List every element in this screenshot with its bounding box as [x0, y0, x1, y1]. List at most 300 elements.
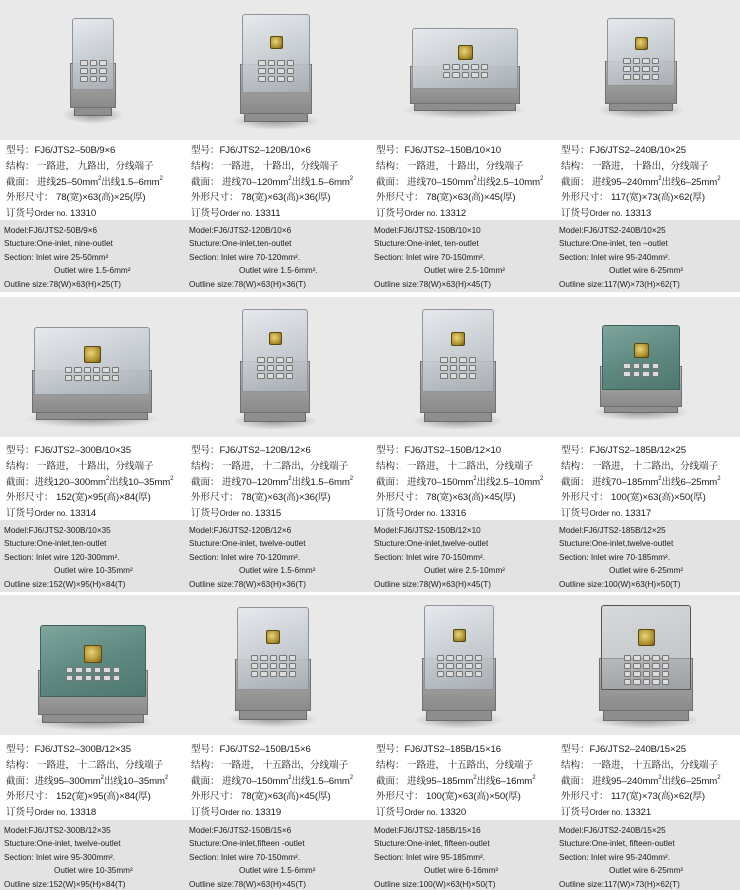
en-outline: Outline size:78(W)×63(H)×45(T) [189, 879, 306, 889]
en-section-outlet: Outlet wire 6-25mm² [609, 266, 684, 276]
cn-section-outlet: 出线2.5–10mm [476, 176, 540, 188]
cn-order [6, 805, 168, 821]
superscript: 2 [658, 774, 662, 781]
cn-section [376, 175, 543, 191]
screw-icon [277, 76, 285, 82]
screw-icon [624, 655, 631, 661]
screw-icon [99, 76, 107, 82]
english-spec [4, 524, 133, 591]
chinese-spec [561, 443, 720, 522]
en-structure: Stucture:One-inlet, fifteen-outlet [374, 839, 490, 849]
en-structure: Stucture:One-inlet, nine-outlet [4, 239, 113, 249]
screw-icon [113, 667, 120, 673]
screw-icon [440, 365, 448, 371]
order-number: 13321 [624, 807, 652, 819]
screw-icon [287, 68, 295, 74]
cn-section-outlet: 出线1.5–6mm [101, 176, 160, 188]
en-section-inlet: Section: Inlet wire 95-240mm². [559, 252, 671, 262]
superscript: 2 [473, 774, 477, 781]
order-label: Order no. [219, 808, 253, 818]
cn-section [6, 475, 173, 491]
order-prefix: 订货号 [6, 208, 35, 220]
screw-icon [276, 365, 284, 371]
cn-dimensions: 外形尺寸： 152(宽)×95(高)×84(厚) [6, 492, 151, 504]
terminal-block-photo [38, 625, 148, 725]
cn-model: 型号：FJ6/JTS2–300B/10×35 [6, 445, 131, 456]
cn-order [191, 506, 353, 522]
cn-section-outlet: 出线2.5–10mm [476, 476, 540, 488]
screw-icon [268, 68, 276, 74]
superscript: 2 [288, 774, 292, 781]
screw-icon [624, 663, 631, 669]
cn-section-inlet: 截面： 进线95–185mm [376, 775, 474, 787]
outlet-screws [440, 357, 476, 379]
screw-icon [624, 671, 631, 677]
screw-icon [456, 663, 463, 669]
en-structure: Stucture:One-inlet,twelve-outlet [374, 539, 489, 549]
cn-section-inlet: 截面：进线120–300mm [6, 476, 106, 488]
outlet-screws [624, 655, 669, 685]
screw-icon [633, 363, 641, 369]
order-number: 13315 [254, 508, 282, 520]
cn-dimensions: 外形尺寸： 78(宽)×63(高)×45(厚) [191, 791, 331, 803]
chinese-spec [376, 443, 543, 522]
en-section-outlet: Outlet wire 2.5-10mm² [424, 566, 505, 576]
order-prefix: 订货号 [561, 208, 590, 220]
cn-model: 型号：FJ6/JTS2–150B/15×6 [191, 744, 311, 755]
superscript: 2 [164, 774, 169, 781]
en-outline: Outline size:152(W)×95(H)×84(T) [4, 579, 126, 589]
english-spec [189, 224, 318, 291]
screw-icon [450, 373, 458, 379]
order-number: 13312 [439, 208, 467, 220]
order-prefix: 订货号 [376, 807, 405, 819]
cn-structure: 结构： 一路进， 十五路出，分线端子 [191, 759, 349, 771]
screw-icon [446, 671, 453, 677]
screw-icon [279, 663, 286, 669]
terminal-block-photo [420, 309, 496, 424]
cn-structure: 结构： 一路进， 十路出，分线端子 [376, 160, 524, 172]
chinese-spec [6, 143, 163, 222]
cn-dimensions: 外形尺寸： 100(宽)×63(高)×50(厚) [561, 492, 706, 504]
order-prefix: 订货号 [376, 208, 405, 220]
cn-order [376, 206, 543, 222]
screw-icon [84, 367, 91, 373]
screw-icon [99, 60, 107, 66]
en-model: Model:FJ6/JTS2-185B/12×25 [559, 526, 666, 535]
superscript: 2 [473, 175, 477, 182]
screw-icon [462, 64, 469, 70]
screw-icon [102, 367, 109, 373]
screw-icon [94, 667, 101, 673]
en-outline: Outline size:100(W)×63(H)×50(T) [559, 579, 681, 589]
english-spec [4, 824, 133, 890]
screw-icon [286, 357, 294, 363]
english-spec [4, 224, 130, 291]
outlet-screws [80, 60, 107, 82]
cn-section-inlet: 截面： 进线95–240mm [561, 176, 659, 188]
screw-icon [469, 357, 477, 363]
screw-icon [289, 671, 296, 677]
en-section-outlet: Outlet wire 6-16mm² [424, 866, 499, 876]
en-model: Model:FJ6/JTS2-300B/10×35 [4, 526, 111, 535]
screw-icon [99, 68, 107, 74]
inlet-bolt-icon [84, 346, 101, 363]
en-section-outlet: Outlet wire 1.5-6mm² [239, 566, 316, 576]
order-label: Order no. [219, 509, 253, 519]
en-section-outlet: Outlet wire 1.5-6mm² [239, 866, 316, 876]
screw-icon [642, 58, 650, 64]
inlet-bolt-icon [451, 332, 465, 346]
en-model: Model:FJ6/JTS2-150B/10×10 [374, 226, 481, 235]
cn-dimensions: 外形尺寸： 78(宽)×63(高)×36(厚) [191, 492, 331, 504]
screw-icon [440, 373, 448, 379]
screw-icon [75, 667, 82, 673]
order-label: Order no. [219, 209, 253, 219]
english-spec [374, 524, 505, 591]
en-outline: Outline size:100(W)×63(H)×50(T) [374, 879, 496, 889]
cn-structure: 结构： 一路进， 十二路出，分线端子 [6, 759, 164, 771]
en-section-inlet: Section: Inlet wire 25-50mm² [4, 252, 109, 262]
order-number: 13314 [69, 508, 97, 520]
screw-icon [633, 371, 641, 377]
screw-icon [112, 367, 119, 373]
superscript: 2 [658, 175, 662, 182]
en-model: Model:FJ6/JTS2-120B/10×6 [189, 226, 292, 235]
screw-icon [276, 357, 284, 363]
cn-section [376, 475, 543, 491]
screw-icon [642, 363, 650, 369]
terminal-block-photo [240, 14, 312, 124]
cn-model: 型号：FJ6/JTS2–120B/10×6 [191, 145, 311, 156]
cn-model: 型号：FJ6/JTS2–185B/12×25 [561, 445, 686, 456]
superscript: 2 [288, 175, 292, 182]
english-spec [189, 524, 315, 591]
screw-icon [623, 66, 631, 72]
terminal-block-photo [240, 309, 310, 424]
order-number: 13316 [439, 508, 467, 520]
cn-model: 型号：FJ6/JTS2–150B/10×10 [376, 145, 501, 156]
order-number: 13318 [69, 807, 97, 819]
outlet-screws [257, 357, 293, 379]
screw-icon [257, 357, 265, 363]
inlet-bolt-icon [270, 36, 283, 49]
screw-icon [623, 363, 631, 369]
transparent-cover [424, 605, 494, 690]
superscript: 2 [540, 475, 544, 482]
screw-icon [633, 671, 640, 677]
screw-icon [652, 671, 659, 677]
screw-icon [80, 76, 88, 82]
en-structure: Stucture:One-inlet, fifteen-outlet [559, 839, 675, 849]
cn-section-outlet: 出线6–25mm [661, 476, 718, 488]
screw-icon [450, 365, 458, 371]
screw-icon [459, 365, 467, 371]
screw-icon [446, 655, 453, 661]
order-prefix: 订货号 [561, 508, 590, 520]
order-number: 13317 [624, 508, 652, 520]
cn-section-outlet: 出线6–16mm [476, 775, 533, 787]
en-outline: Outline size:78(W)×63(H)×36(T) [189, 579, 306, 589]
en-section-inlet: Section: Inlet wire 70-120mm². [189, 552, 301, 562]
inlet-bolt-icon [635, 37, 648, 50]
screw-icon [481, 72, 488, 78]
cn-model: 型号：FJ6/JTS2–150B/12×10 [376, 445, 501, 456]
chinese-spec [6, 443, 173, 522]
cn-order [6, 506, 173, 522]
en-model: Model:FJ6/JTS2-120B/12×6 [189, 526, 292, 535]
cn-order [561, 506, 720, 522]
screw-icon [66, 675, 73, 681]
cn-order [376, 506, 543, 522]
inlet-bolt-icon [453, 629, 466, 642]
screw-icon [469, 365, 477, 371]
screw-icon [633, 655, 640, 661]
en-outline: Outline size:78(W)×63(H)×45(T) [374, 579, 491, 589]
en-section-outlet: Outlet wire 1.5-6mm². [239, 266, 318, 276]
superscript: 2 [717, 774, 721, 781]
outlet-screws [443, 64, 488, 78]
screw-icon [437, 663, 444, 669]
screw-icon [624, 679, 631, 685]
screw-icon [623, 74, 631, 80]
screw-icon [462, 72, 469, 78]
cn-structure: 结构： 一路进， 十路出，分线端子 [561, 160, 709, 172]
outlet-screws [66, 667, 120, 681]
english-spec [559, 224, 683, 291]
screw-icon [113, 675, 120, 681]
screw-icon [258, 68, 266, 74]
order-label: Order no. [589, 808, 623, 818]
superscript: 2 [349, 774, 354, 781]
terminal-block-photo [410, 28, 520, 113]
cn-section-inlet: 截面： 进线25–50mm [6, 176, 98, 188]
order-number: 13311 [254, 208, 281, 220]
en-section-outlet: Outlet wire 10-35mm² [54, 866, 133, 876]
cn-section [561, 774, 720, 790]
cn-model: 型号：FJ6/JTS2–240B/10×25 [561, 145, 686, 156]
screw-icon [260, 663, 267, 669]
terminal-block-photo [235, 607, 311, 722]
cn-dimensions: 外形尺寸： 78(宽)×63(高)×45(厚) [376, 192, 516, 204]
cn-model: 型号：FJ6/JTS2–50B/9×6 [6, 145, 116, 156]
screw-icon [481, 64, 488, 70]
order-label: Order no. [404, 209, 438, 219]
screw-icon [65, 367, 72, 373]
en-structure: Stucture:One-inlet, ten-outlet [374, 239, 479, 249]
transparent-cover [237, 607, 309, 690]
order-number: 13310 [69, 208, 97, 220]
cn-section [376, 774, 535, 790]
screw-icon [475, 655, 482, 661]
outlet-screws [65, 367, 119, 381]
cn-section-outlet: 出线1.5–6mm [291, 476, 350, 488]
cn-dimensions: 外形尺寸： 117(宽)×73(高)×62(厚) [561, 791, 706, 803]
cn-section [561, 175, 720, 191]
cn-order [191, 206, 353, 222]
cn-section-outlet: 出线6–25mm [661, 176, 718, 188]
screw-icon [277, 68, 285, 74]
cn-section-inlet: 截面： 进线70–150mm [376, 476, 474, 488]
screw-icon [286, 365, 294, 371]
screw-icon [251, 663, 258, 669]
screw-icon [260, 655, 267, 661]
cn-section [6, 774, 168, 790]
order-label: Order no. [34, 808, 68, 818]
en-model: Model:FJ6/JTS2-240B/10×25 [559, 226, 666, 235]
screw-icon [279, 671, 286, 677]
cn-structure: 结构： 一路进， 十二路出，分线端子 [376, 460, 534, 472]
transparent-cover [242, 309, 308, 392]
screw-icon [652, 371, 660, 377]
outlet-screws [437, 655, 482, 677]
screw-icon [270, 663, 277, 669]
screw-icon [102, 375, 109, 381]
screw-icon [75, 675, 82, 681]
cn-section [191, 475, 353, 491]
cn-structure: 结构： 一路进， 十二路出，分线端子 [191, 460, 349, 472]
en-section-inlet: Section: Inlet wire 70-150mm². [374, 552, 486, 562]
en-structure: Stucture:One-inlet, twelve-outlet [189, 539, 306, 549]
en-section-outlet: Outlet wire 6-25mm² [609, 566, 684, 576]
cn-section-inlet: 截面： 进线70–120mm [191, 476, 289, 488]
screw-icon [279, 655, 286, 661]
en-model: Model:FJ6/JTS2-185B/15×16 [374, 826, 481, 835]
cn-model: 型号：FJ6/JTS2–300B/12×35 [6, 744, 131, 755]
screw-icon [633, 66, 641, 72]
screw-icon [452, 64, 459, 70]
en-section-inlet: Section: Inlet wire 70-120mm². [189, 252, 301, 262]
screw-icon [652, 58, 660, 64]
superscript: 2 [717, 175, 721, 182]
cn-structure: 结构： 一路进， 十路出，分线端子 [191, 160, 339, 172]
order-label: Order no. [404, 509, 438, 519]
order-prefix: 订货号 [191, 208, 220, 220]
screw-icon [74, 375, 81, 381]
en-section-outlet: Outlet wire 1.5-6mm² [54, 266, 131, 276]
screw-icon [65, 375, 72, 381]
en-structure: Stucture:One-inlet, twelve-outlet [4, 839, 121, 849]
screw-icon [437, 671, 444, 677]
en-section-inlet: Section: Inlet wire 120-300mm². [4, 552, 120, 562]
screw-icon [251, 655, 258, 661]
screw-icon [662, 663, 669, 669]
screw-icon [443, 72, 450, 78]
screw-icon [268, 60, 276, 66]
terminal-block-photo [599, 605, 693, 723]
en-model: Model:FJ6/JTS2-300B/12×35 [4, 826, 111, 835]
chinese-spec [191, 443, 353, 522]
en-outline: Outline size:78(W)×63(H)×25(T) [4, 279, 121, 289]
inlet-bolt-icon [634, 343, 649, 358]
screw-icon [446, 663, 453, 669]
screw-icon [84, 375, 91, 381]
cn-dimensions: 外形尺寸： 78(宽)×63(高)×36(厚) [191, 192, 331, 204]
english-spec [559, 824, 683, 890]
outlet-screws [623, 58, 659, 80]
screw-icon [652, 679, 659, 685]
order-prefix: 订货号 [561, 807, 590, 819]
cn-structure: 结构： 一路进， 十五路出，分线端子 [376, 759, 534, 771]
screw-icon [90, 68, 98, 74]
cn-order [6, 206, 163, 222]
screw-icon [74, 367, 81, 373]
order-prefix: 订货号 [6, 807, 35, 819]
screw-icon [633, 679, 640, 685]
inlet-bolt-icon [266, 630, 280, 644]
cn-order [191, 805, 353, 821]
en-outline: Outline size:78(W)×63(H)×36(T) [189, 279, 306, 289]
en-outline: Outline size:78(W)×63(H)×45(T) [374, 279, 491, 289]
order-label: Order no. [34, 209, 68, 219]
screw-icon [286, 373, 294, 379]
english-spec [559, 524, 683, 591]
screw-icon [112, 375, 119, 381]
screw-icon [643, 663, 650, 669]
cn-model: 型号：FJ6/JTS2–240B/15×25 [561, 744, 686, 755]
en-model: Model:FJ6/JTS2-150B/15×6 [189, 826, 292, 835]
screw-icon [475, 671, 482, 677]
screw-icon [80, 68, 88, 74]
inlet-bolt-icon [638, 629, 655, 646]
terminal-block-photo [422, 605, 496, 723]
screw-icon [443, 64, 450, 70]
superscript: 2 [349, 175, 354, 182]
screw-icon [456, 655, 463, 661]
cn-dimensions: 外形尺寸： 117(宽)×73(高)×62(厚) [561, 192, 706, 204]
outlet-screws [258, 60, 294, 82]
superscript: 2 [98, 175, 102, 182]
screw-icon [270, 671, 277, 677]
screw-icon [652, 74, 660, 80]
screw-icon [471, 72, 478, 78]
screw-icon [90, 60, 98, 66]
transparent-cover [422, 309, 494, 392]
screw-icon [459, 373, 467, 379]
screw-icon [260, 671, 267, 677]
screw-icon [257, 373, 265, 379]
order-number: 13313 [624, 208, 652, 220]
superscript: 2 [105, 475, 110, 482]
cn-structure: 结构： 一路进， 十五路出，分线端子 [561, 759, 719, 771]
superscript: 2 [473, 475, 477, 482]
cn-section-outlet: 出线1.5–6mm [291, 775, 350, 787]
en-section-outlet: Outlet wire 10-35mm² [54, 566, 133, 576]
screw-icon [257, 365, 265, 371]
screw-icon [465, 655, 472, 661]
screw-icon [643, 671, 650, 677]
superscript: 2 [288, 475, 292, 482]
cn-structure: 结构： 一路进， 十二路出，分线端子 [561, 460, 719, 472]
superscript: 2 [540, 175, 544, 182]
screw-icon [662, 679, 669, 685]
superscript: 2 [170, 475, 174, 482]
cn-section-outlet: 出线6–25mm [661, 775, 718, 787]
screw-icon [475, 663, 482, 669]
screw-icon [277, 60, 285, 66]
cn-section-outlet: 出线10–35mm [109, 476, 171, 488]
terminal-block-photo [600, 325, 682, 415]
screw-icon [633, 74, 641, 80]
screw-icon [662, 655, 669, 661]
screw-icon [652, 363, 660, 369]
superscript: 2 [532, 774, 536, 781]
screw-icon [287, 60, 295, 66]
english-spec [189, 824, 315, 890]
screw-icon [93, 367, 100, 373]
en-model: Model:FJ6/JTS2-240B/15×25 [559, 826, 666, 835]
superscript: 2 [658, 475, 662, 482]
